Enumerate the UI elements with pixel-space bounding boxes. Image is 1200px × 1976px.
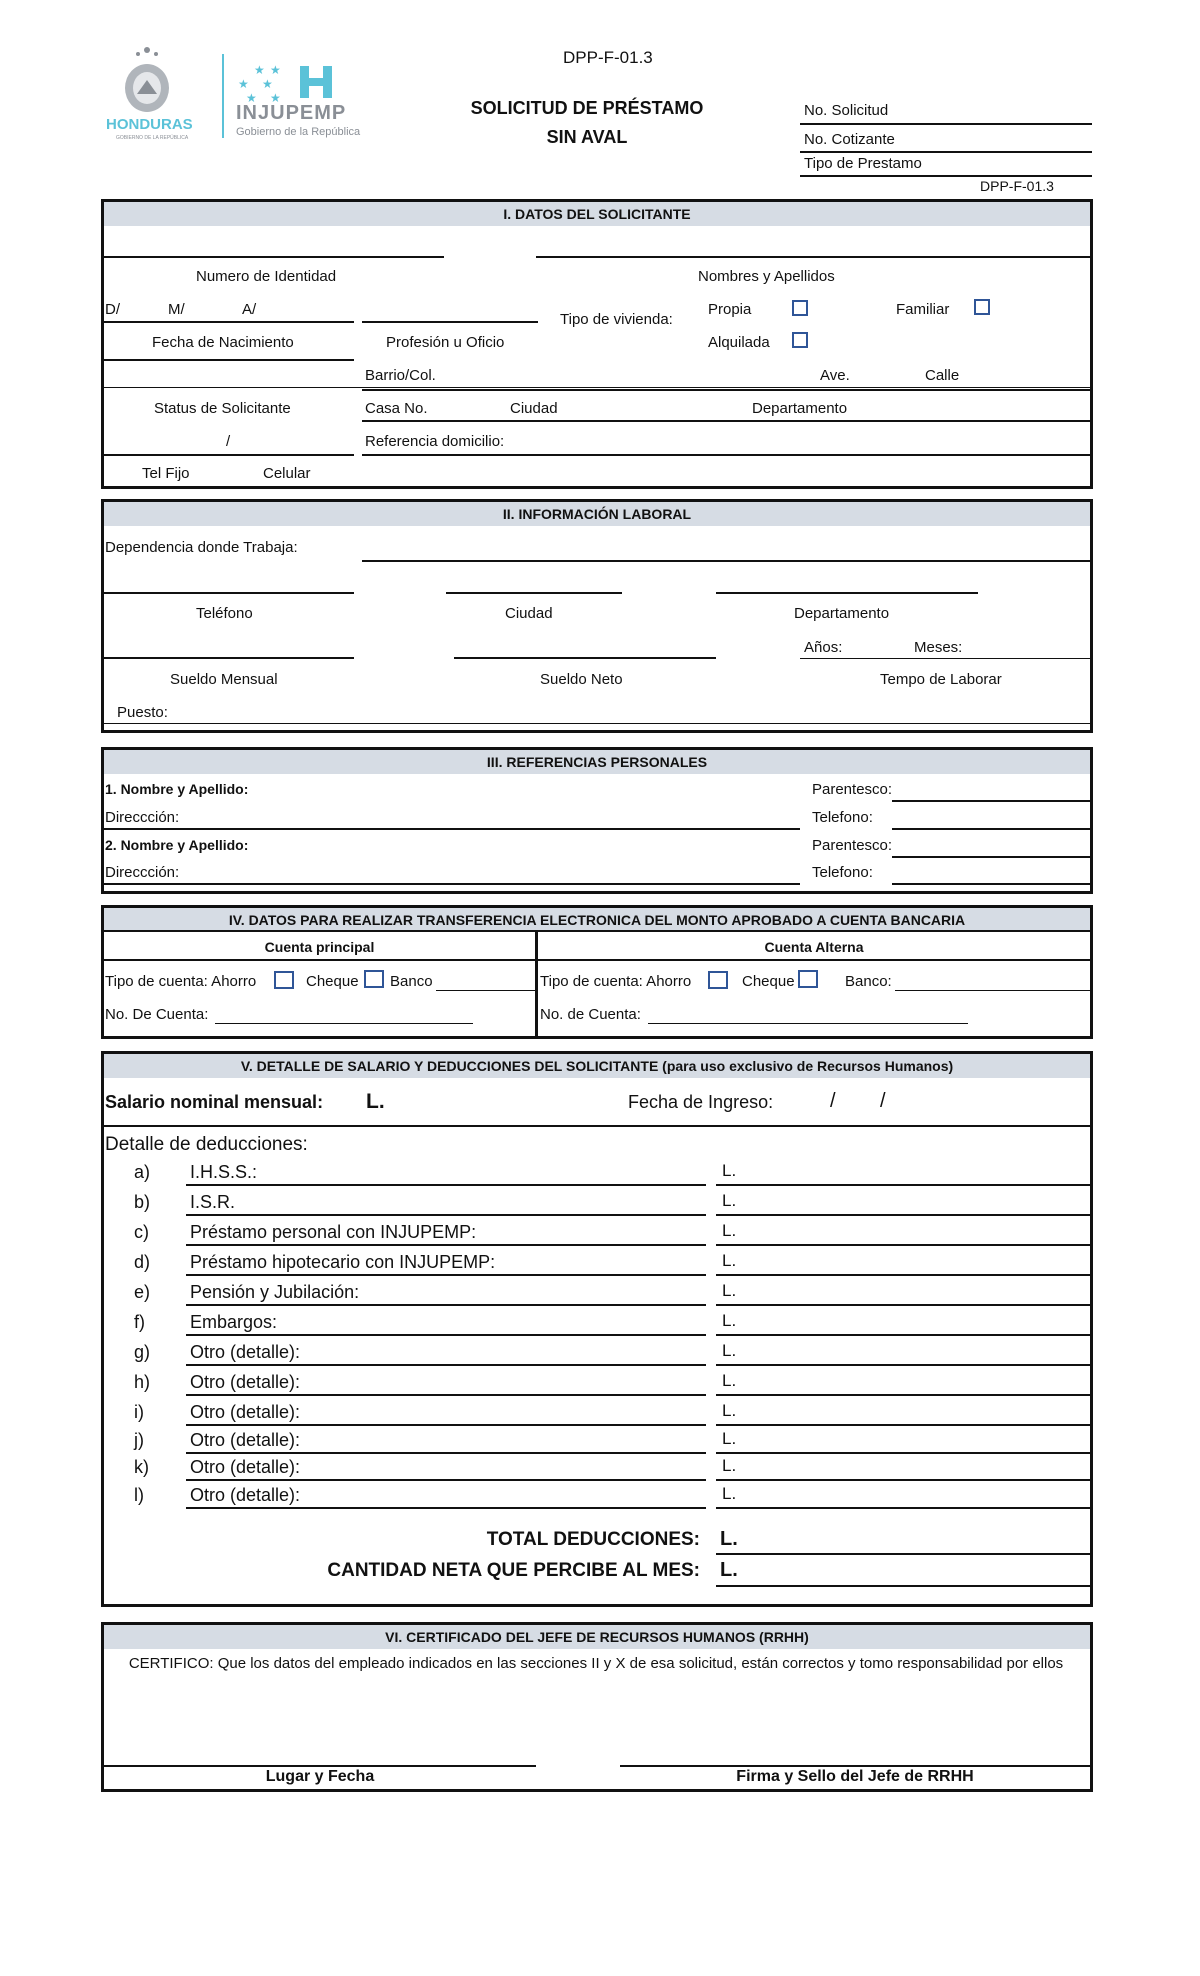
deduction-label-line [186,1274,706,1276]
deduction-amount-line [716,1334,1090,1336]
deduction-label-line [186,1244,706,1246]
svg-text:★: ★ [254,64,265,77]
deduction-amount-line [716,1394,1090,1396]
form-code: DPP-F-01.3 [563,48,653,67]
deduction-label: Otro (detalle): [190,1342,301,1362]
salario-nominal-label: Salario nominal mensual: [105,1092,324,1112]
deduction-amount-line [716,1507,1090,1509]
svg-text:★: ★ [270,64,281,77]
meses-label: Meses: [914,639,963,656]
alterna-cheque-checkbox[interactable] [798,970,818,988]
ref1-parentesco-label: Parentesco: [812,781,893,798]
alterna-cheque-label: Cheque [742,973,795,990]
lugar-fecha-label: Lugar y Fecha [265,1768,375,1785]
telefono-label: Teléfono [196,605,253,622]
deduction-label: Embargos: [190,1312,278,1332]
deduction-label-line [186,1394,706,1396]
casa-no-label: Casa No. [365,400,428,417]
dia-label: D/ [105,301,120,318]
total-deducciones-label: TOTAL DEDUCCIONES: [486,1529,700,1550]
form-title-line2: SIN AVAL [546,127,628,147]
cantidad-neta-lempira: L. [720,1559,738,1581]
propia-label: Propia [708,301,752,318]
celular-label: Celular [263,465,311,482]
form-title-line1: SOLICITUD DE PRÉSTAMO [470,98,704,118]
familiar-checkbox[interactable] [974,299,990,315]
deduction-label-line [186,1452,706,1454]
deduction-amount-field[interactable]: L. [722,1483,737,1503]
deduction-letter: b) [134,1192,151,1212]
detalle-deducciones-label: Detalle de deducciones: [105,1134,308,1155]
section-title: IV. DATOS PARA REALIZAR TRANSFERENCIA ELECTRONICA DEL MONTO APROBADO A CUENTA BANCARIA [104,908,1090,932]
deduction-amount-field[interactable]: L. [722,1401,737,1420]
deduction-amount-field[interactable]: L. [722,1428,737,1448]
certifico-text: CERTIFICO: Que los datos del empleado indicados en las secciones II y X de esa solicitud, están correctos y tomo responsabilidad por ellos [128,1655,1064,1672]
section-title: II. INFORMACIÓN LABORAL [104,502,1090,526]
deduction-amount-line [716,1214,1090,1216]
ref2-parentesco-label: Parentesco: [812,837,893,854]
sueldo-neto-label: Sueldo Neto [540,671,623,688]
deduction-letter: g) [134,1342,151,1362]
cuenta-principal-label: Cuenta principal [264,939,375,955]
injupemp-h-icon [298,64,334,100]
departamento-label: Departamento [752,400,848,417]
total-deducciones-lempira: L. [720,1528,738,1550]
deduction-letter: h) [134,1372,151,1392]
deduction-label-line [186,1479,706,1481]
deduction-amount-line [716,1364,1090,1366]
ref2-nombre-label: 2. Nombre y Apellido: [105,837,249,853]
mes-label: M/ [168,301,185,318]
section-title: VI. CERTIFICADO DEL JEFE DE RECURSOS HUMANOS (RRHH) [104,1625,1090,1649]
logo-injupemp [236,62,376,142]
deduction-amount-field[interactable]: L. [722,1161,737,1180]
ref1-nombre-label: 1. Nombre y Apellido: [105,781,249,797]
tipo-vivienda-label: Tipo de vivienda: [560,311,673,328]
status-solicitante-label: Status de Solicitante [154,400,291,417]
deduction-label: I.H.S.S.: [190,1162,258,1182]
fecha-ingreso-slash-1: / [830,1090,836,1112]
section-title: I. DATOS DEL SOLICITANTE [104,202,1090,226]
alterna-no-cuenta-label: No. de Cuenta: [540,1006,641,1023]
puesto-label: Puesto: [117,704,168,721]
deduction-amount-field[interactable]: L. [722,1341,737,1360]
logo-honduras-text: HONDURAS [106,116,193,133]
alterna-ahorro-checkbox[interactable] [708,971,728,989]
anios-label: Años: [804,639,843,656]
stars-icon [236,64,286,104]
ref1-telefono-label: Telefono: [812,809,873,826]
principal-no-cuenta-label: No. De Cuenta: [105,1006,209,1023]
principal-cheque-checkbox[interactable] [364,970,384,988]
referencia-domicilio-label: Referencia domicilio: [365,433,505,450]
principal-ahorro-checkbox[interactable] [274,971,294,989]
propia-checkbox[interactable] [792,300,808,316]
deduction-amount-line [716,1244,1090,1246]
familiar-label: Familiar [896,301,950,318]
svg-text:★: ★ [238,77,249,91]
deduction-label: Pensión y Jubilación: [190,1282,360,1302]
deduction-amount-line [716,1479,1090,1481]
deduction-label-line [186,1184,706,1186]
fecha-ingreso-slash-2: / [880,1090,886,1112]
alquilada-checkbox[interactable] [792,332,808,348]
deduction-amount-line [716,1184,1090,1186]
deduction-label: I.S.R. [190,1192,236,1212]
logo-injupemp-subtext: Gobierno de la República [236,126,361,138]
cantidad-neta-label: CANTIDAD NETA QUE PERCIBE AL MES: [327,1560,700,1581]
deduction-label-line [186,1334,706,1336]
ciudad-label: Ciudad [505,605,553,622]
no-solicitud-field[interactable]: No. Solicitud [804,102,889,119]
logo-honduras [104,44,193,144]
departamento-label: Departamento [794,605,890,622]
ref2-direccion-label: Direccción: [105,864,180,881]
numero-identidad-label: Numero de Identidad [196,268,337,285]
svg-text:★: ★ [262,77,273,91]
ref2-telefono-label: Telefono: [812,864,873,881]
deduction-label-line [186,1214,706,1216]
deduction-letter: i) [134,1402,144,1422]
alquilada-label: Alquilada [708,334,770,351]
tel-fijo-label: Tel Fijo [142,465,190,482]
deduction-amount-line [716,1274,1090,1276]
deduction-label-line [186,1304,706,1306]
ref1-direccion-label: Direccción: [105,809,180,826]
logo-divider [222,54,224,138]
anio-label: A/ [242,301,257,318]
deduction-amount-field[interactable]: L. [722,1456,737,1475]
deduction-label-line [186,1364,706,1366]
firma-sello-label: Firma y Sello del Jefe de RRHH [736,1768,974,1785]
deduction-amount-field[interactable]: L. [722,1311,737,1330]
tiempo-laborar-label: Tempo de Laborar [880,671,1002,688]
deduction-letter: d) [134,1252,151,1272]
deduction-amount-field[interactable]: L. [722,1221,737,1240]
deduction-letter: a) [134,1162,151,1182]
deduction-label: Préstamo hipotecario con INJUPEMP: [190,1252,496,1272]
deduction-letter: c) [134,1222,149,1242]
deduction-amount-field[interactable]: L. [722,1281,737,1300]
form-code-small: DPP-F-01.3 [980,178,1054,194]
principal-cheque-label: Cheque [306,973,359,990]
cuenta-alterna-label: Cuenta Alterna [764,939,864,955]
deduction-label: Otro (detalle): [190,1372,301,1392]
deduction-letter: k) [134,1457,149,1477]
deduction-label: Préstamo personal con INJUPEMP: [190,1222,477,1242]
fecha-nacimiento-label: Fecha de Nacimiento [152,334,294,351]
barrio-label: Barrio/Col. [365,367,436,384]
deduction-label: Otro (detalle): [190,1429,301,1450]
no-cotizante-field[interactable]: No. Cotizante [804,131,895,148]
logo-injupemp-text: INJUPEMP [236,102,347,124]
alterna-tipo-label: Tipo de cuenta: Ahorro [540,973,692,990]
deduction-letter: l) [134,1484,144,1505]
deduction-amount-line [716,1452,1090,1454]
section-title: V. DETALLE DE SALARIO Y DEDUCCIONES DEL SOLICITANTE (para uso exclusivo de Recursos Humanos) [104,1054,1090,1078]
svg-text:★: ★ [270,91,281,104]
deduction-label: Otro (detalle): [190,1457,301,1477]
svg-text:★: ★ [246,91,257,104]
principal-tipo-label: Tipo de cuenta: Ahorro [105,973,257,990]
alterna-banco-label: Banco: [845,973,892,990]
dependencia-label: Dependencia donde Trabaja: [105,539,298,556]
tipo-prestamo-field[interactable]: Tipo de Prestamo [804,155,922,172]
ciudad-label: Ciudad [510,400,558,417]
deduction-amount-line [716,1424,1090,1426]
deduction-label: Otro (detalle): [190,1484,301,1505]
section-referencias-personales [101,747,1093,894]
deduction-label-line [186,1424,706,1426]
telefonos-slash: / [226,433,231,450]
section-title: III. REFERENCIAS PERSONALES [104,750,1090,774]
fecha-ingreso-label: Fecha de Ingreso: [628,1092,774,1112]
logo-honduras-subtext: GOBIERNO DE LA REPÚBLICA [116,135,189,141]
deduction-amount-line [716,1304,1090,1306]
deduction-label: Otro (detalle): [190,1402,301,1422]
deduction-letter: f) [134,1312,145,1332]
principal-banco-label: Banco [390,973,433,990]
deduction-label-line [186,1507,706,1509]
nombres-label: Nombres y Apellidos [698,268,835,285]
deduction-amount-field[interactable]: L. [722,1251,737,1270]
salario-lempira: L. [366,1090,385,1113]
calle-label: Calle [925,367,960,384]
deduction-letter: j) [134,1429,144,1450]
deduction-amount-field[interactable]: L. [722,1191,737,1210]
deduction-amount-field[interactable]: L. [722,1371,737,1390]
deduction-letter: e) [134,1282,151,1302]
honduras-seal-icon [104,44,190,116]
ave-label: Ave. [820,367,850,384]
sueldo-mensual-label: Sueldo Mensual [170,671,278,688]
profesion-label: Profesión u Oficio [386,334,505,351]
